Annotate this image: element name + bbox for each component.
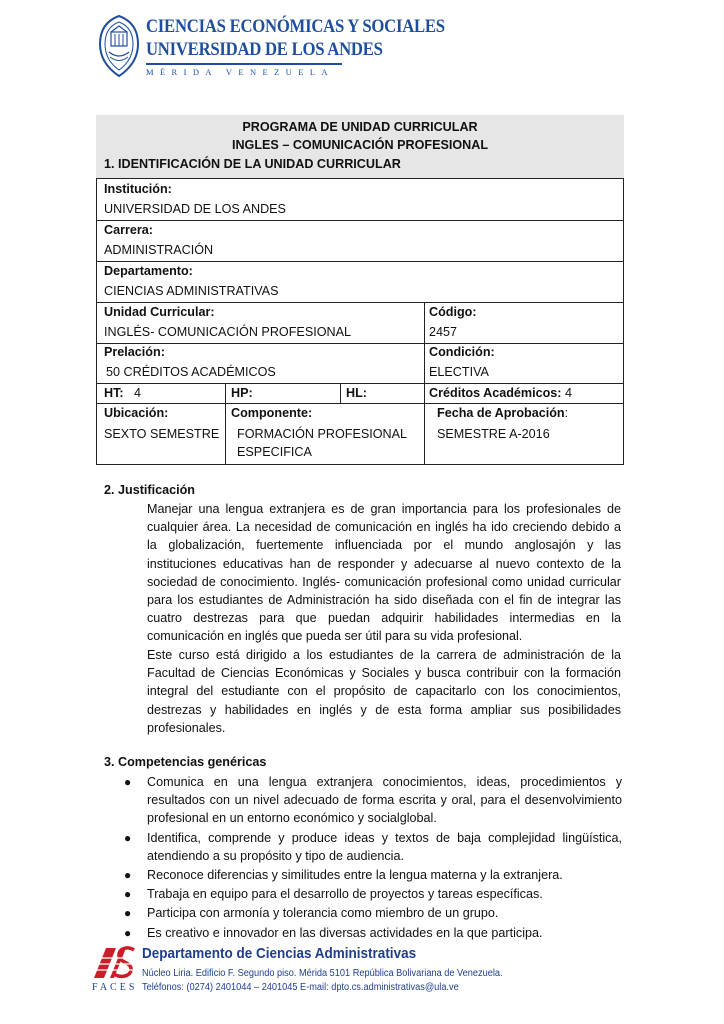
list-item	[120, 904, 622, 922]
header-divider	[146, 63, 342, 65]
competencias-list	[120, 773, 622, 943]
list-item-text: Identifica, comprende y produce ideas y textos de baja complejidad lingüística, atendiendo a su propósito y tipo de audiencia.	[147, 830, 622, 863]
componente-value-line1: FORMACIÓN PROFESIONAL	[237, 427, 408, 441]
institucion-label: Institución:	[104, 182, 172, 196]
table-divider	[340, 383, 341, 403]
codigo-value: 2457	[429, 325, 458, 339]
carrera-value: ADMINISTRACIÓN	[104, 243, 214, 257]
table-divider	[97, 302, 623, 303]
hp-label: HP:	[231, 386, 253, 400]
creditos-value: 4	[565, 386, 573, 400]
header-university-name: UNIVERSIDAD DE LOS ANDES	[146, 39, 383, 60]
bullet-icon: ●	[124, 775, 132, 789]
section-justificacion-title: 2. Justificación	[104, 483, 195, 497]
list-item-text: Trabaja en equipo para el desarrollo de proyectos y tareas específicas.	[147, 887, 543, 902]
table-divider	[97, 403, 623, 404]
footer-department: Departamento de Ciencias Administrativas	[142, 945, 417, 962]
componente-value-line2: ESPECIFICA	[237, 445, 312, 459]
hl-label: HL:	[346, 386, 367, 400]
section-identification-title: 1. IDENTIFICACIÓN DE LA UNIDAD CURRICULAR	[104, 157, 401, 171]
page-footer	[92, 944, 512, 996]
condicion-label: Condición:	[429, 345, 495, 359]
list-item	[120, 924, 622, 942]
footer-address: Núcleo Liria. Edificio F. Segundo piso. Mérida 5101 República Bolivariana de Venezuela.	[142, 968, 503, 979]
departamento-label: Departamento:	[104, 264, 193, 278]
list-item-text: Es creativo e innovador en las diversas actividades en la que participa.	[147, 925, 543, 940]
ht-value: 4	[134, 386, 142, 400]
table-divider	[225, 383, 226, 465]
program-subtitle: INGLES – COMUNICACIÓN PROFESIONAL	[231, 138, 489, 152]
table-divider	[424, 302, 425, 465]
list-item	[120, 829, 622, 865]
program-title: PROGRAMA DE UNIDAD CURRICULAR	[242, 120, 478, 134]
list-item	[120, 866, 622, 884]
fecha-label-colon: :	[564, 406, 569, 420]
justificacion-paragraph-1: Manejar una lengua extranjera es de gran importancia para los profesionales de cualquier área. La necesidad de comunicación en inglés ha ido creciendo debido a la globalización, fuertemente influenciada por el mundo anglosajón y las instituciones educativas han de responder y adecuarse al nuevo contexto de la sociedad de conocimiento. Inglés- comunicación profesional como unidad curricular para los estudiantes de Administración ha sido diseñada con el fin de integrar las cuatro destrezas para que puedan adquirir habilidades intermedias en la comunicación en inglés que pueda ser útil para su vida profesional.	[147, 502, 621, 644]
header-location: MÉRIDA VENEZUELA	[146, 67, 334, 77]
list-item-text: Participa con armonía y tolerancia como miembro de un grupo.	[147, 906, 499, 921]
identification-table	[96, 178, 624, 465]
list-item-text: Comunica en una lengua extranjera conocimientos, ideas, procedimientos y resultados con un nivel adecuado de forma escrita y oral, para el desenvolvimiento profesional en un entorno económico y socialglobal.	[147, 775, 622, 826]
ht-label: HT:	[104, 386, 124, 400]
bullet-icon: ●	[124, 830, 132, 845]
prelacion-label: Prelación:	[104, 345, 165, 359]
unidad-value: INGLÉS- COMUNICACIÓN PROFESIONAL	[104, 325, 352, 339]
university-crest-icon	[96, 14, 142, 78]
ubicacion-label: Ubicación:	[104, 406, 169, 420]
institucion-value: UNIVERSIDAD DE LOS ANDES	[104, 202, 286, 216]
section-competencias-title: 3. Competencias genéricas	[104, 755, 267, 769]
ubicacion-value: SEXTO SEMESTRE	[104, 427, 220, 441]
justificacion-paragraph-2: Este curso está dirigido a los estudiantes de la carrera de administración de la Facultad de Ciencias Económicas y Sociales y busca contribuir con la formación integral del estudiante con el propósito de capacitarlo con los conocimientos, destrezas y habilidades en inglés y de esta forma ampliar sus posibilidades profesionales.	[147, 648, 621, 735]
unidad-label: Unidad Curricular:	[104, 305, 215, 319]
creditos-label: Créditos Académicos:	[429, 386, 562, 400]
condicion-value: ELECTIVA	[429, 365, 489, 379]
prelacion-value: 50 CRÉDITOS ACADÉMICOS	[106, 365, 276, 379]
bullet-icon: ●	[124, 906, 132, 921]
fecha-label-text: Fecha de Aprobación	[437, 406, 565, 420]
list-item	[120, 885, 622, 903]
table-divider	[97, 220, 623, 221]
table-divider	[97, 261, 623, 262]
componente-label: Componente:	[231, 406, 313, 420]
faces-logo-text: FACES	[92, 982, 138, 993]
table-divider	[97, 383, 623, 384]
university-header	[96, 12, 445, 82]
bullet-icon: ●	[124, 887, 132, 902]
carrera-label: Carrera:	[104, 223, 154, 237]
program-title-band	[96, 115, 624, 178]
fecha-label	[437, 406, 568, 420]
header-faculty-name: CIENCIAS ECONÓMICAS Y SOCIALES	[146, 16, 445, 37]
fecha-value: SEMESTRE A-2016	[437, 427, 550, 441]
footer-contact: Teléfonos: (0274) 2401044 – 2401045 E-mail: dpto.cs.administrativas@ula.ve	[142, 982, 459, 993]
codigo-label: Código:	[429, 305, 477, 319]
faces-logo-icon	[92, 944, 136, 980]
bullet-icon: ●	[124, 925, 132, 940]
list-item-text: Reconoce diferencias y similitudes entre la lengua materna y la extranjera.	[147, 868, 563, 883]
bullet-icon: ●	[124, 868, 132, 883]
departamento-value: CIENCIAS ADMINISTRATIVAS	[104, 284, 279, 298]
list-item	[120, 773, 622, 828]
table-divider	[97, 343, 623, 344]
